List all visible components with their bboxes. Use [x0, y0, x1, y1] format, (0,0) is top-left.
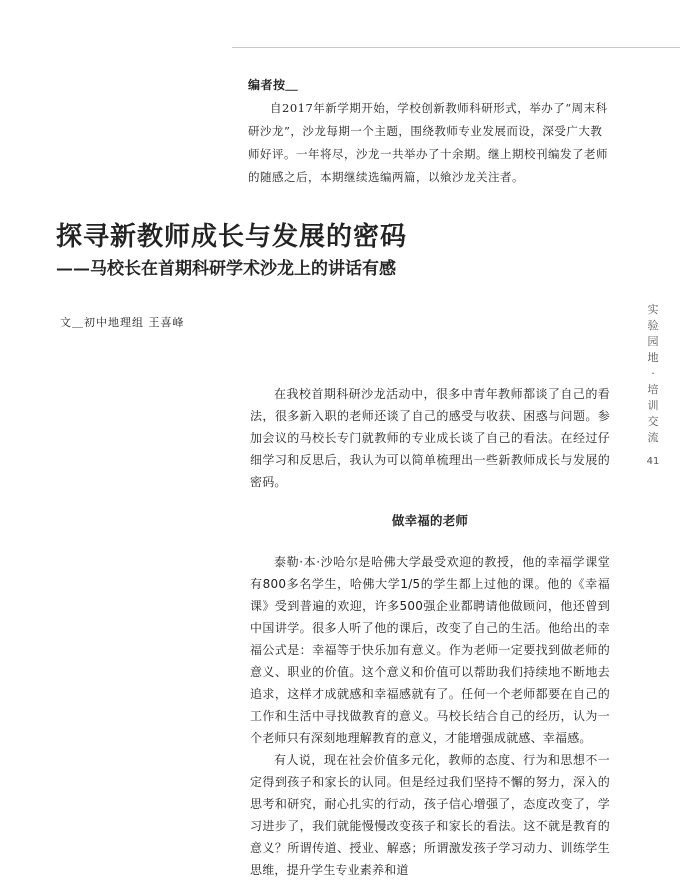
body-paragraph-1: 泰勒·本·沙哈尔是哈佛大学最受欢迎的教授，他的幸福学课堂有800多名学生，哈佛大学1/5的学生都上过他的课。他的《幸福课》受到普遍的欢迎，许多500强企业都聘请他做顾问，他还曾到中国讲学。很多人听了他的课后，改变了自己的生活。他给出的幸福公式是：幸福等于快乐加有意义。作为老师一定要找到做老师的意义、职业的价值。这个意义和价值可以帮助我们持续地不断地去追求，这样才成就感和幸福感就有了。任何一个老师都要在自己的工作和生活中寻找做教育的意义。马校长结合自己的经历，认为一个老师只有深刻地理解教育的意义，才能增强成就感、幸福感。 — [250, 555, 610, 745]
body-paragraph-2: 有人说，现在社会价值多元化，教师的态度、行为和思想不一定得到孩子和家长的认同。但是经过我们坚持不懈的努力，深入的思考和研究，耐心扎实的行动，孩子信心增强了，态度改变了，学习进步了，我们就能慢慢改变孩子和家长的看法。这不就是教育的意义？所谓传道、授业、解惑；所谓激发孩子学习动力、训练学生思维，提升学生专业素养和道 — [250, 753, 610, 877]
article-title: 探寻新教师成长与发展的密码 — [56, 222, 408, 252]
section-side-label: 实验园地·培训交流 — [647, 303, 659, 444]
article-author: 文＿初中地理组 王喜峰 — [60, 316, 185, 329]
page-number: 41 — [646, 456, 660, 467]
section-heading: 做幸福的老师 — [391, 513, 469, 528]
article-body — [250, 383, 610, 881]
editor-note-label: 编者按＿ — [248, 78, 299, 92]
article-subtitle: ——马校长在首期科研学术沙龙上的讲话有感 — [56, 259, 396, 279]
intro-paragraph: 在我校首期科研沙龙活动中，很多中青年教师都谈了自己的看法，很多新入职的老师还谈了自己的感受与收获、困惑与问题。参加会议的马校长专门就教师的专业成长谈了自己的看法。在经过仔细学习和反思后，我认为可以简单梳理出一些新教师成长与发展的密码。 — [250, 387, 610, 489]
header-rule — [232, 47, 680, 48]
editor-note-body: 自2017年新学期开始，学校创新教师科研形式，举办了“周末科研沙龙”，沙龙每期一个主题，围绕教师专业发展而设，深受广大教师好评。一年将尽，沙龙一共举办了十余期。继上期校刊编发了老师的随感之后，本期继续选编两篇，以飨沙龙关注者。 — [248, 101, 608, 184]
editor-note — [248, 74, 610, 189]
